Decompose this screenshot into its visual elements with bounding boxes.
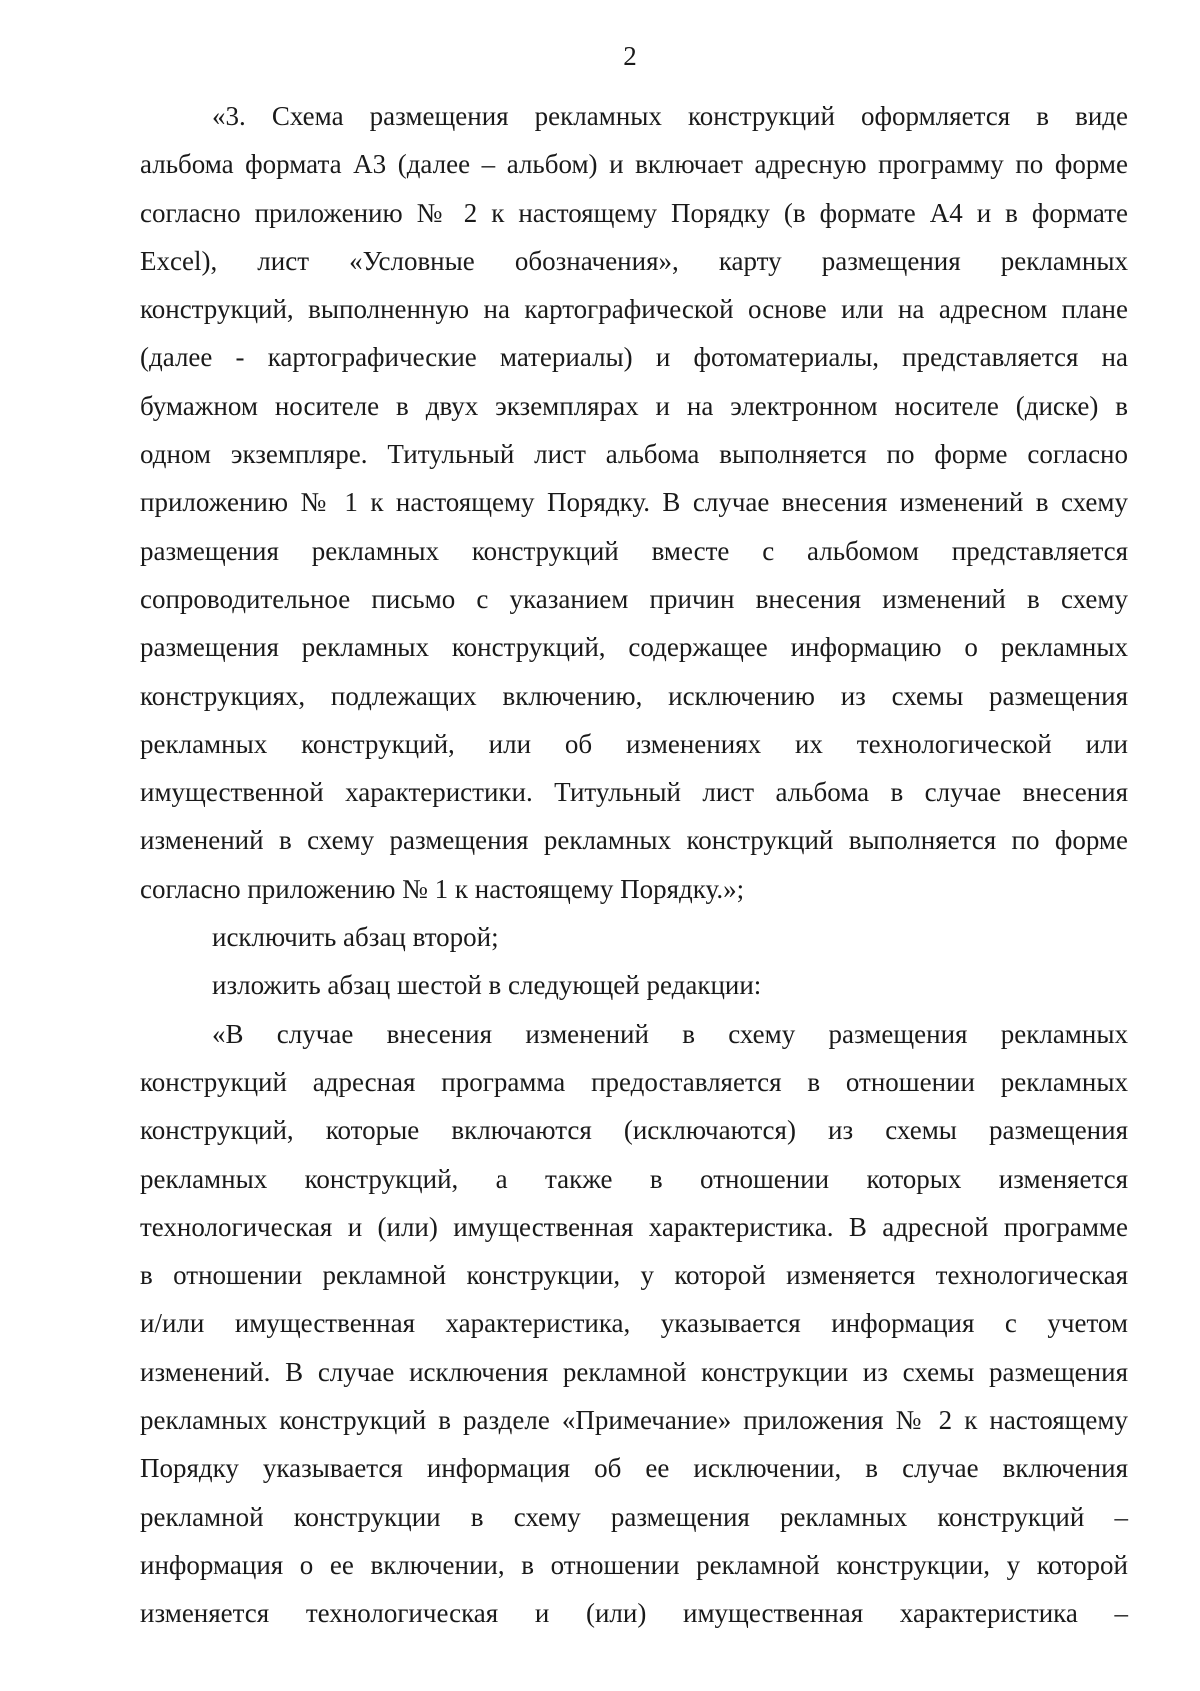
text-line: исключить абзац второй; — [212, 922, 499, 953]
text-line: «В случае внесения изменений в схему размещения рекламных — [212, 1018, 1128, 1049]
text-line: изложить абзац шестой в следующей редакции: — [212, 970, 762, 1001]
text-line: рекламной конструкции в схему размещения рекламных конструкций – — [140, 1501, 1128, 1532]
text-line: в отношении рекламной конструкции, у которой изменяется технологическая — [140, 1260, 1128, 1291]
text-line: согласно приложению № 1 к настоящему Порядку.»; — [140, 873, 745, 904]
text-line: рекламных конструкций в разделе «Примечание» приложения № 2 к настоящему — [140, 1405, 1128, 1436]
text-line: технологическая и (или) имущественная характеристика. В адресной программе — [140, 1211, 1128, 1242]
paragraph — [140, 913, 1128, 961]
text-line: конструкций, выполненную на картографической основе или на адресном плане — [140, 294, 1128, 325]
text-line: приложению № 1 к настоящему Порядку. В случае внесения изменений в схему — [140, 487, 1128, 518]
document-body — [140, 92, 1128, 1638]
text-line: (далее - картографические материалы) и фотоматериалы, представляется на — [140, 342, 1128, 373]
text-line: рекламных конструкций, или об изменениях их технологической или — [140, 728, 1128, 759]
text-line: изменений. В случае исключения рекламной конструкции из схемы размещения — [140, 1356, 1128, 1387]
text-line: бумажном носителе в двух экземплярах и на электронном носителе (диске) в — [140, 390, 1128, 421]
paragraph — [140, 961, 1128, 1009]
text-line: альбома формата А3 (далее – альбом) и включает адресную программу по форме — [140, 149, 1128, 180]
text-line: Порядку указывается информация об ее исключении, в случае включения — [140, 1453, 1128, 1484]
text-line: конструкций, которые включаются (исключаются) из схемы размещения — [140, 1115, 1128, 1146]
text-line: конструкциях, подлежащих включению, исключению из схемы размещения — [140, 680, 1128, 711]
text-line: сопроводительное письмо с указанием причин внесения изменений в схему — [140, 583, 1128, 614]
text-line: конструкций адресная программа предоставляется в отношении рекламных — [140, 1066, 1128, 1097]
text-line: и/или имущественная характеристика, указывается информация с учетом — [140, 1308, 1128, 1339]
text-line: размещения рекламных конструкций вместе с альбомом представляется — [140, 535, 1128, 566]
paragraph — [140, 1010, 1128, 1638]
text-line: информация о ее включении, в отношении рекламной конструкции, у которой — [140, 1549, 1128, 1580]
text-line: изменяется технологическая и (или) имущественная характеристика – — [140, 1598, 1128, 1629]
text-line: размещения рекламных конструкций, содержащее информацию о рекламных — [140, 632, 1128, 663]
text-line: имущественной характеристики. Титульный лист альбома в случае внесения — [140, 777, 1128, 808]
text-line: рекламных конструкций, а также в отношении которых изменяется — [140, 1163, 1128, 1194]
paragraph — [140, 92, 1128, 913]
page-number: 2 — [623, 41, 637, 71]
text-line: изменений в схему размещения рекламных конструкций выполняется по форме — [140, 825, 1128, 856]
text-line: одном экземпляре. Титульный лист альбома выполняется по форме согласно — [140, 439, 1128, 470]
text-line: Excel), лист «Условные обозначения», карту размещения рекламных — [140, 245, 1128, 276]
text-line: «3. Схема размещения рекламных конструкций оформляется в виде — [212, 101, 1128, 131]
text-line: согласно приложению № 2 к настоящему Порядку (в формате А4 и в формате — [140, 197, 1128, 228]
